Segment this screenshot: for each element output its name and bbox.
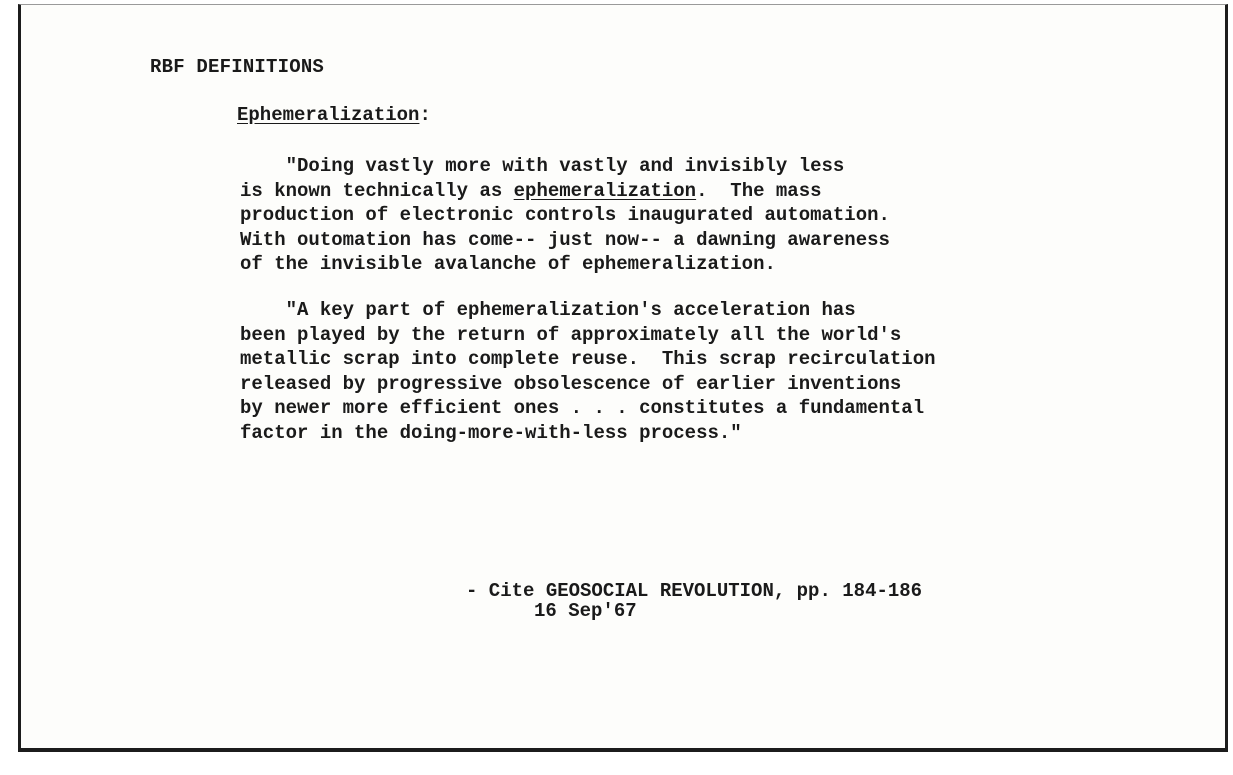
paragraph-line: metallic scrap into complete reuse. This scrap recirculation: [240, 348, 936, 370]
paragraph-line: [240, 298, 936, 323]
citation-date: 16 Sep'67: [534, 600, 637, 622]
paragraph-line-text: is known technically as: [240, 179, 514, 202]
document-header: RBF DEFINITIONS: [150, 56, 325, 78]
paragraph-line: [240, 179, 890, 204]
paragraph-line: of the invisible avalanche of ephemeralization.: [240, 253, 776, 275]
definition-paragraph-2: [240, 298, 936, 445]
paragraph-line-text: "Doing vastly more with vastly and invisibly less: [285, 155, 845, 177]
paragraph-line-text: . The mass: [696, 179, 822, 202]
paragraph-line: released by progressive obsolescence of earlier inventions: [240, 372, 902, 395]
paragraph-line: factor in the doing-more-with-less process.": [240, 421, 742, 444]
definition-paragraph-1: [240, 154, 890, 277]
underlined-term: ephemeralization: [513, 179, 697, 202]
term-title: Ephemeralization: [237, 104, 420, 126]
term-colon: :: [419, 104, 431, 126]
paragraph-line: been played by the return of approximately all the world's: [240, 323, 902, 346]
paragraph-line: With outomation has come-- just now-- a dawning awareness: [240, 228, 890, 251]
paragraph-line: [240, 154, 890, 179]
paragraph-line-text: "A key part of ephemeralization's acceleration has: [285, 299, 856, 321]
citation: - Cite GEOSOCIAL REVOLUTION, pp. 184-186: [466, 580, 923, 602]
term-heading: [237, 104, 431, 126]
paragraph-line: production of electronic controls inaugurated automation.: [240, 204, 890, 226]
paragraph-line: by newer more efficient ones . . . constitutes a fundamental: [240, 397, 925, 419]
